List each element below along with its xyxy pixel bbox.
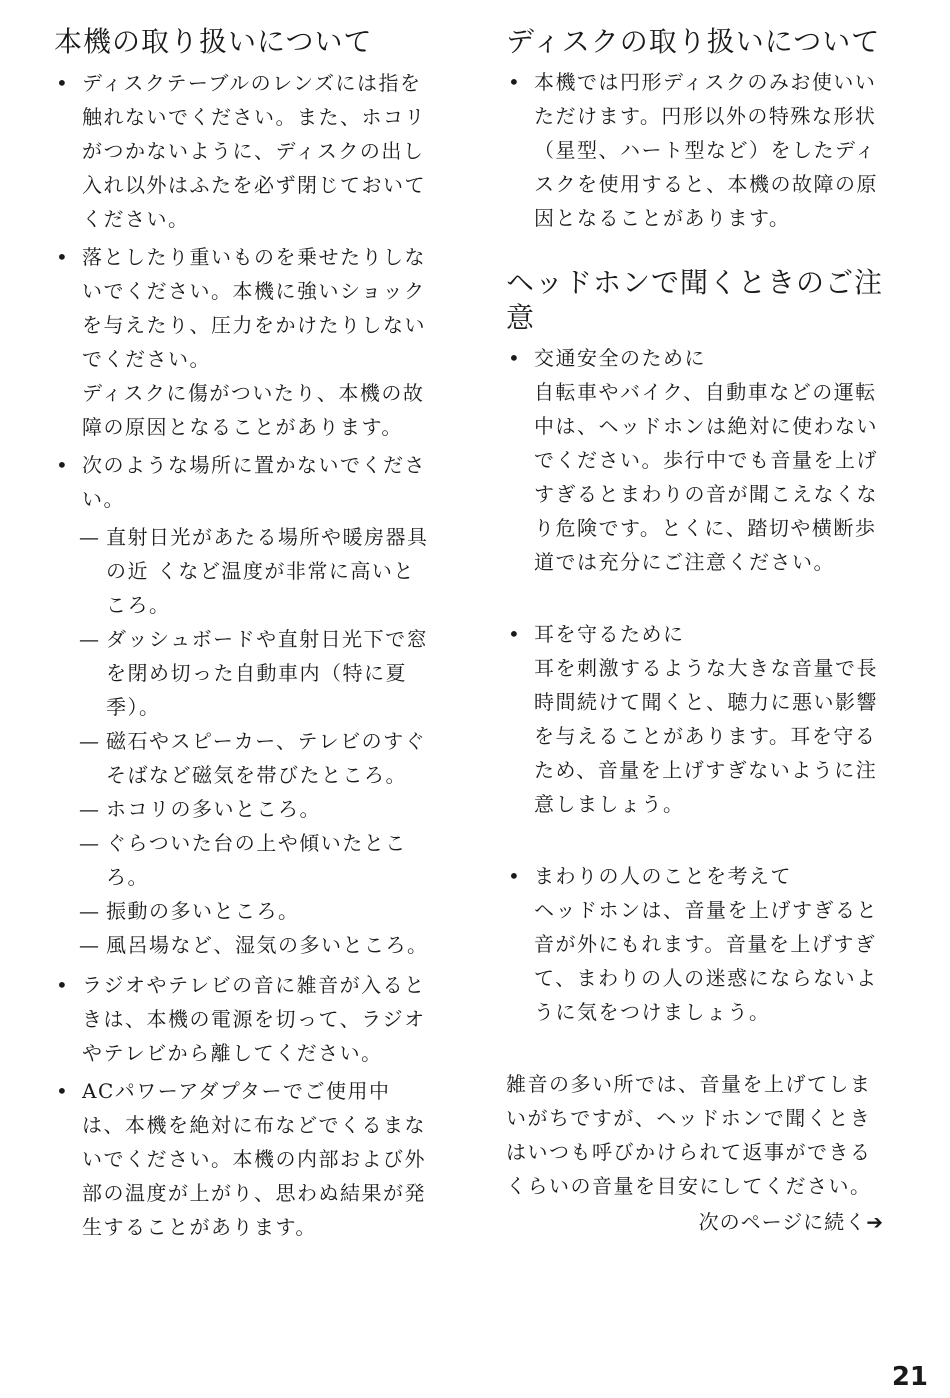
bullet-dot: • xyxy=(56,453,68,477)
dash-marker: — xyxy=(79,729,99,753)
bullet-dot: • xyxy=(56,245,68,269)
bullet-item xyxy=(54,240,429,444)
right-column xyxy=(506,24,884,1237)
bullet-item xyxy=(54,66,429,236)
dash-marker: — xyxy=(79,831,99,855)
location-text: 風呂場など、湿気の多いところ。 xyxy=(106,933,429,957)
closing-paragraph: 雑音の多い所では、音量を上げてしまいがちですが、ヘッドホンで聞くときはいつも呼びかけられて返事ができるくらいの音量を目安にしてください。 xyxy=(506,1072,872,1198)
bullet-text: 次のような場所に置かないでください。 xyxy=(82,453,426,511)
headphone-item xyxy=(506,341,884,579)
location-text: 直射日光があたる場所や暖房器具の近 くなど温度が非常に高いところ。 xyxy=(106,525,429,617)
bullet-dot: • xyxy=(508,622,520,646)
bullet-text: 落としたり重いものを乗せたりしないでください。本機に強いショックを与えたり、圧力をかけたりしないでください。 xyxy=(82,245,426,371)
location-item xyxy=(54,724,429,792)
bullet-text: 本機では円形ディスクのみお使いいただけます。円形以外の特殊な形状（星型、ハート型など）をしたディスクを使用すると、本機の故障の原因となることがあります。 xyxy=(534,70,878,230)
location-item xyxy=(54,792,429,826)
left-column xyxy=(54,24,429,1248)
location-item xyxy=(54,928,429,962)
headphone-caution-heading: ヘッドホンで聞くときのご注意 xyxy=(506,266,884,334)
headphone-item-text: 耳を刺激するような大きな音量で長時間続けて聞くと、聴力に悪い影響を与えることがあります。耳を守るため、音量を上げすぎないように注意しましょう。 xyxy=(534,656,878,816)
location-item xyxy=(54,622,429,724)
dash-marker: — xyxy=(79,933,99,957)
headphone-item-title: まわりの人のことを考えて xyxy=(534,864,792,888)
handling-unit-heading: 本機の取り扱いについて xyxy=(54,25,373,58)
headphone-item xyxy=(506,859,884,1029)
location-item xyxy=(54,826,429,894)
location-text: 振動の多いところ。 xyxy=(106,899,300,923)
location-list xyxy=(54,520,429,962)
location-item xyxy=(54,894,429,928)
bullet-dot: • xyxy=(508,864,520,888)
location-item xyxy=(54,520,429,622)
continue-next-page: 次のページに続く➔ xyxy=(698,1210,884,1234)
bullet-dot: • xyxy=(508,70,520,94)
page-number: 21 xyxy=(891,1362,928,1392)
headphone-item-title: 交通安全のために xyxy=(534,346,706,370)
bullet-item xyxy=(54,448,429,516)
headphone-item xyxy=(506,617,884,821)
headphone-item-title: 耳を守るために xyxy=(534,622,685,646)
bullet-dot: • xyxy=(56,71,68,95)
bullet-item xyxy=(54,1074,429,1244)
bullet-text: ラジオやテレビの音に雑音が入るときは、本機の電源を切って、ラジオやテレビから離してください。 xyxy=(82,973,426,1065)
dash-marker: — xyxy=(79,797,99,821)
bullet-dot: • xyxy=(508,346,520,370)
disc-handling-heading: ディスクの取り扱いについて xyxy=(506,25,881,58)
bullet-text: ACパワーアダプターでご使用中は、本機を絶対に布などでくるまないでください。本機の内部および外部の温度が上がり、思わぬ結果が発生することがあります。 xyxy=(82,1079,426,1239)
bullet-item xyxy=(54,968,429,1070)
bullet-dot: • xyxy=(56,1079,68,1103)
bullet-item xyxy=(506,65,884,235)
dash-marker: — xyxy=(79,627,99,651)
location-text: ダッシュボードや直射日光下で窓を閉め切った自動車内（特に夏季）。 xyxy=(106,627,429,719)
location-text: ぐらついた台の上や傾いたところ。 xyxy=(106,831,407,889)
dash-marker: — xyxy=(79,525,99,549)
headphone-item-text: ヘッドホンは、音量を上げすぎると音が外にもれます。音量を上げすぎて、まわりの人の迷惑にならないように気をつけましょう。 xyxy=(534,898,878,1024)
bullet-dot: • xyxy=(56,973,68,997)
bullet-text: ディスクテーブルのレンズには指を触れないでください。また、ホコリがつかないように、ディスクの出し入れ以外はふたを必ず閉じておいてください。 xyxy=(82,71,426,231)
dash-marker: — xyxy=(79,899,99,923)
location-text: ホコリの多いところ。 xyxy=(106,797,321,821)
headphone-item-text: 自転車やバイク、自動車などの運転中は、ヘッドホンは絶対に使わないでください。歩行中でも音量を上げすぎるとまわりの音が聞こえなくなり危険です。とくに、踏切や横断歩道では充分にご注意ください。 xyxy=(534,380,878,574)
location-text: 磁石やスピーカー、テレビのすぐそばなど磁気を帯びたところ。 xyxy=(106,729,427,787)
bullet-extra-text: ディスクに傷がついたり、本機の故障の原因となることがあります。 xyxy=(82,381,425,439)
